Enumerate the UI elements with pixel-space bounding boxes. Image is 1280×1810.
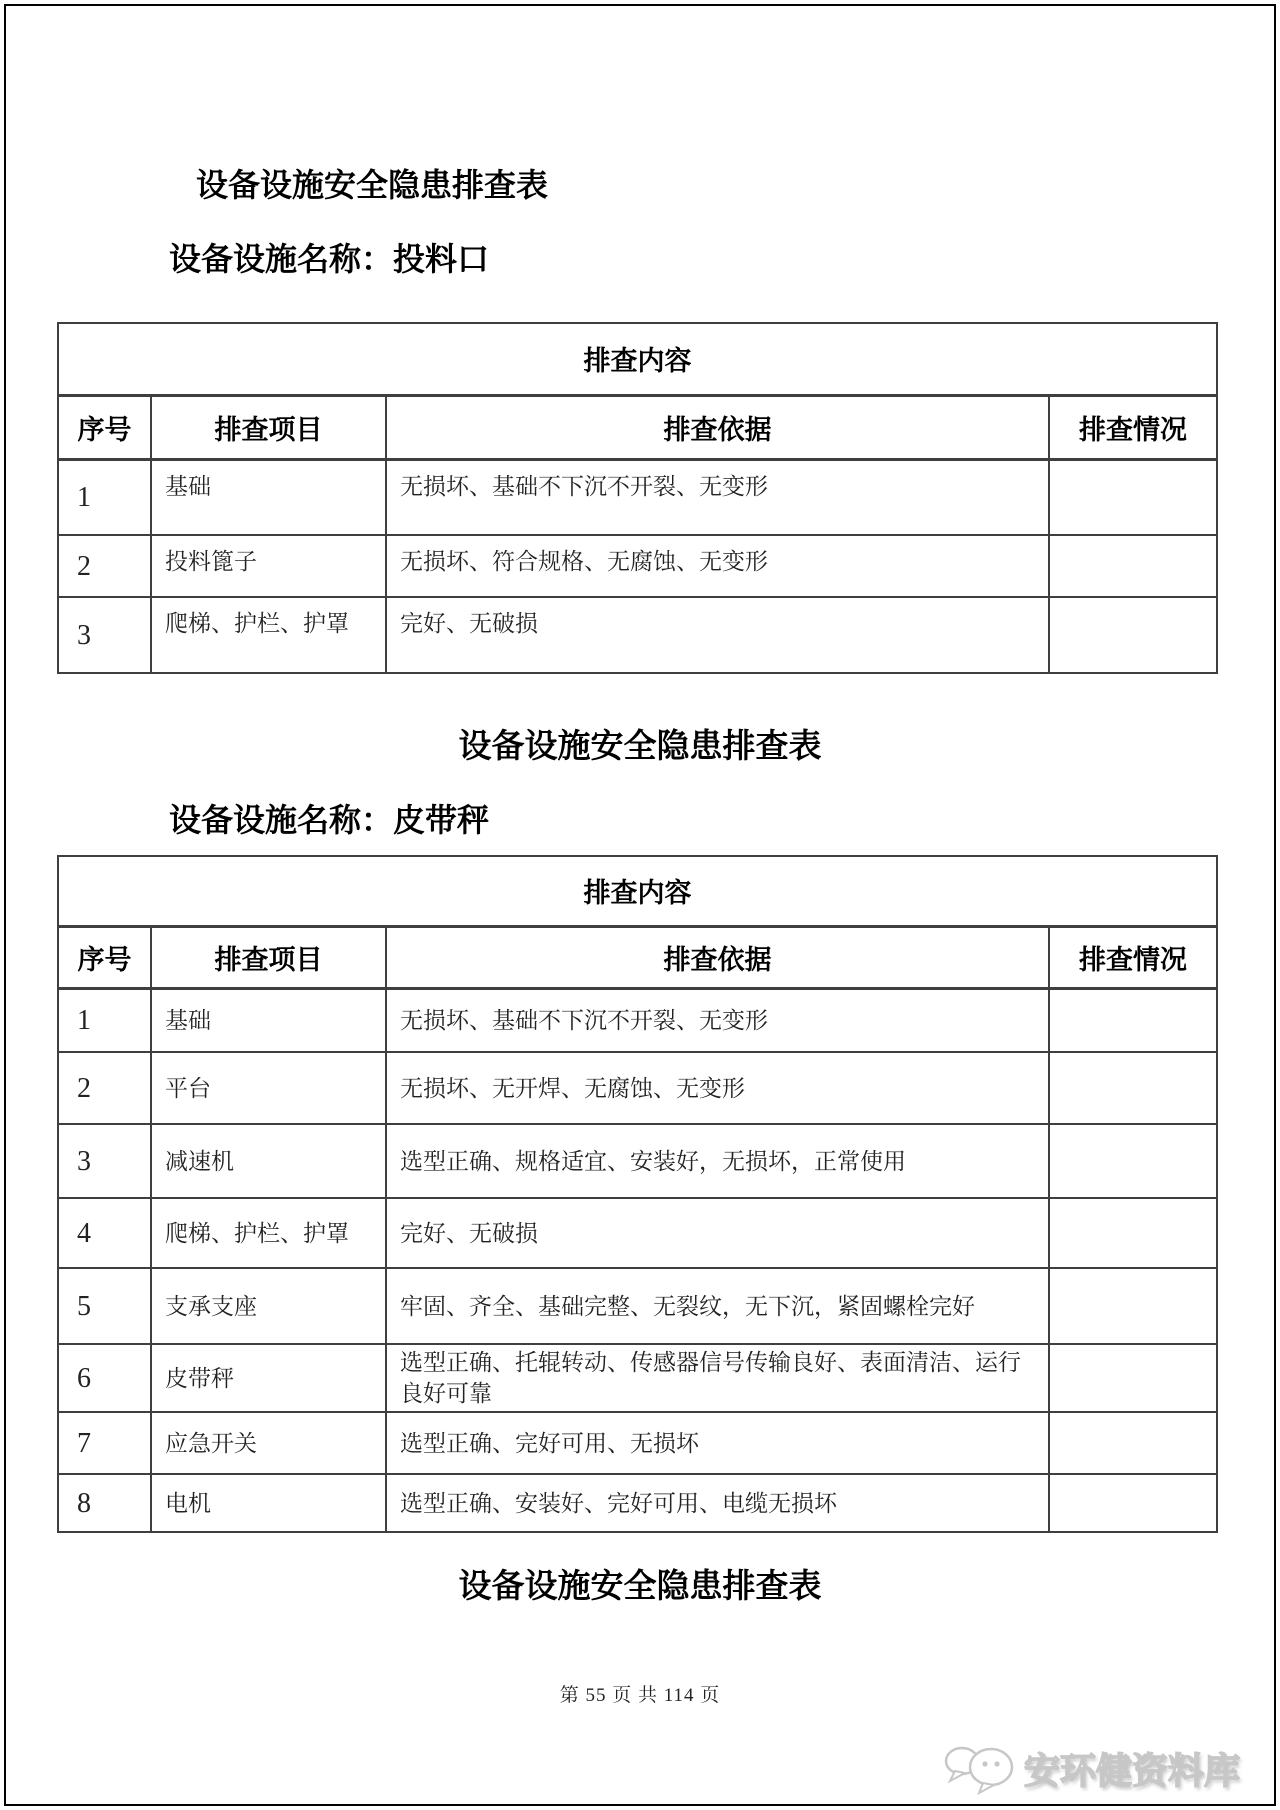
column-header-status: 排查情况: [1049, 926, 1217, 988]
table-header-cell: 排查内容: [58, 856, 1217, 926]
row-number-cell: 8: [58, 1474, 151, 1532]
column-header-item: 排查项目: [151, 395, 386, 459]
row-number-cell: 7: [58, 1412, 151, 1474]
item-cell: 爬梯、护栏、护罩: [151, 1198, 386, 1268]
row-number-cell: 3: [58, 1124, 151, 1198]
column-header-no: 序号: [58, 926, 151, 988]
basis-cell: 选型正确、规格适宜、安装好，无损坏，正常使用: [386, 1124, 1049, 1198]
status-cell: [1049, 988, 1217, 1052]
row-number-cell: 1: [58, 988, 151, 1052]
watermark: [942, 1738, 1240, 1798]
column-header-basis: 排查依据: [386, 926, 1049, 988]
table-row: [58, 1198, 1217, 1268]
basis-cell: 选型正确、托辊转动、传感器信号传输良好、表面清洁、运行良好可靠: [386, 1344, 1049, 1412]
watermark-label: 安环健资料库: [1023, 1750, 1240, 1791]
status-cell: [1049, 535, 1217, 597]
table-row: [58, 1412, 1217, 1474]
item-cell: 投料篦子: [151, 535, 386, 597]
item-cell: 基础: [151, 988, 386, 1052]
item-cell: 基础: [151, 459, 386, 535]
basis-cell: 选型正确、安装好、完好可用、电缆无损坏: [386, 1474, 1049, 1532]
table-row: [58, 1124, 1217, 1198]
section2-title: 设备设施安全隐患排查表: [458, 729, 822, 765]
column-header-row: [58, 395, 1217, 459]
table-header-row: [58, 856, 1217, 926]
status-cell: [1049, 1268, 1217, 1344]
column-header-item: 排查项目: [151, 926, 386, 988]
status-cell: [1049, 1344, 1217, 1412]
table-header-cell: 排查内容: [58, 323, 1217, 395]
table-row: [58, 1344, 1217, 1412]
basis-cell: 牢固、齐全、基础完整、无裂纹，无下沉，紧固螺栓完好: [386, 1268, 1049, 1344]
item-cell: 应急开关: [151, 1412, 386, 1474]
item-cell: 皮带秤: [151, 1344, 386, 1412]
item-cell: 支承支座: [151, 1268, 386, 1344]
status-cell: [1049, 597, 1217, 673]
item-cell: 爬梯、护栏、护罩: [151, 597, 386, 673]
row-number-cell: 5: [58, 1268, 151, 1344]
row-number-cell: 3: [58, 597, 151, 673]
row-number-cell: 2: [58, 535, 151, 597]
table-row: [58, 988, 1217, 1052]
row-number-cell: 2: [58, 1052, 151, 1124]
table-row: [58, 459, 1217, 535]
column-header-row: [58, 926, 1217, 988]
basis-cell: 无损坏、符合规格、无腐蚀、无变形: [386, 535, 1049, 597]
status-cell: [1049, 459, 1217, 535]
status-cell: [1049, 1412, 1217, 1474]
section2-subtitle: 设备设施名称：皮带秤: [169, 802, 490, 838]
table1-body: [58, 459, 1217, 673]
table-row: [58, 1052, 1217, 1124]
status-cell: [1049, 1474, 1217, 1532]
basis-cell: 无损坏、无开焊、无腐蚀、无变形: [386, 1052, 1049, 1124]
column-header-status: 排查情况: [1049, 395, 1217, 459]
row-number-cell: 4: [58, 1198, 151, 1268]
section1-subtitle: 设备设施名称：投料口: [169, 241, 490, 277]
table2-body: [58, 988, 1217, 1532]
row-number-cell: 6: [58, 1344, 151, 1412]
chat-bubbles-icon: [942, 1738, 1018, 1798]
section3-title: 设备设施安全隐患排查表: [458, 1569, 822, 1605]
inspection-table-1: [57, 322, 1218, 674]
row-number-cell: 1: [58, 459, 151, 535]
item-cell: 平台: [151, 1052, 386, 1124]
basis-cell: 完好、无破损: [386, 597, 1049, 673]
item-cell: 电机: [151, 1474, 386, 1532]
page-number: 第 55 页 共 114 页: [559, 1685, 721, 1706]
column-header-basis: 排查依据: [386, 395, 1049, 459]
column-header-no: 序号: [58, 395, 151, 459]
table-row: [58, 597, 1217, 673]
item-cell: 减速机: [151, 1124, 386, 1198]
inspection-table-2: [57, 855, 1218, 1533]
basis-cell: 选型正确、完好可用、无损坏: [386, 1412, 1049, 1474]
table-row: [58, 535, 1217, 597]
basis-cell: 无损坏、基础不下沉不开裂、无变形: [386, 459, 1049, 535]
table-header-row: [58, 323, 1217, 395]
status-cell: [1049, 1198, 1217, 1268]
basis-cell: 无损坏、基础不下沉不开裂、无变形: [386, 988, 1049, 1052]
table-row: [58, 1474, 1217, 1532]
status-cell: [1049, 1124, 1217, 1198]
section1-title: 设备设施安全隐患排查表: [196, 167, 549, 203]
status-cell: [1049, 1052, 1217, 1124]
table-row: [58, 1268, 1217, 1344]
basis-cell: 完好、无破损: [386, 1198, 1049, 1268]
